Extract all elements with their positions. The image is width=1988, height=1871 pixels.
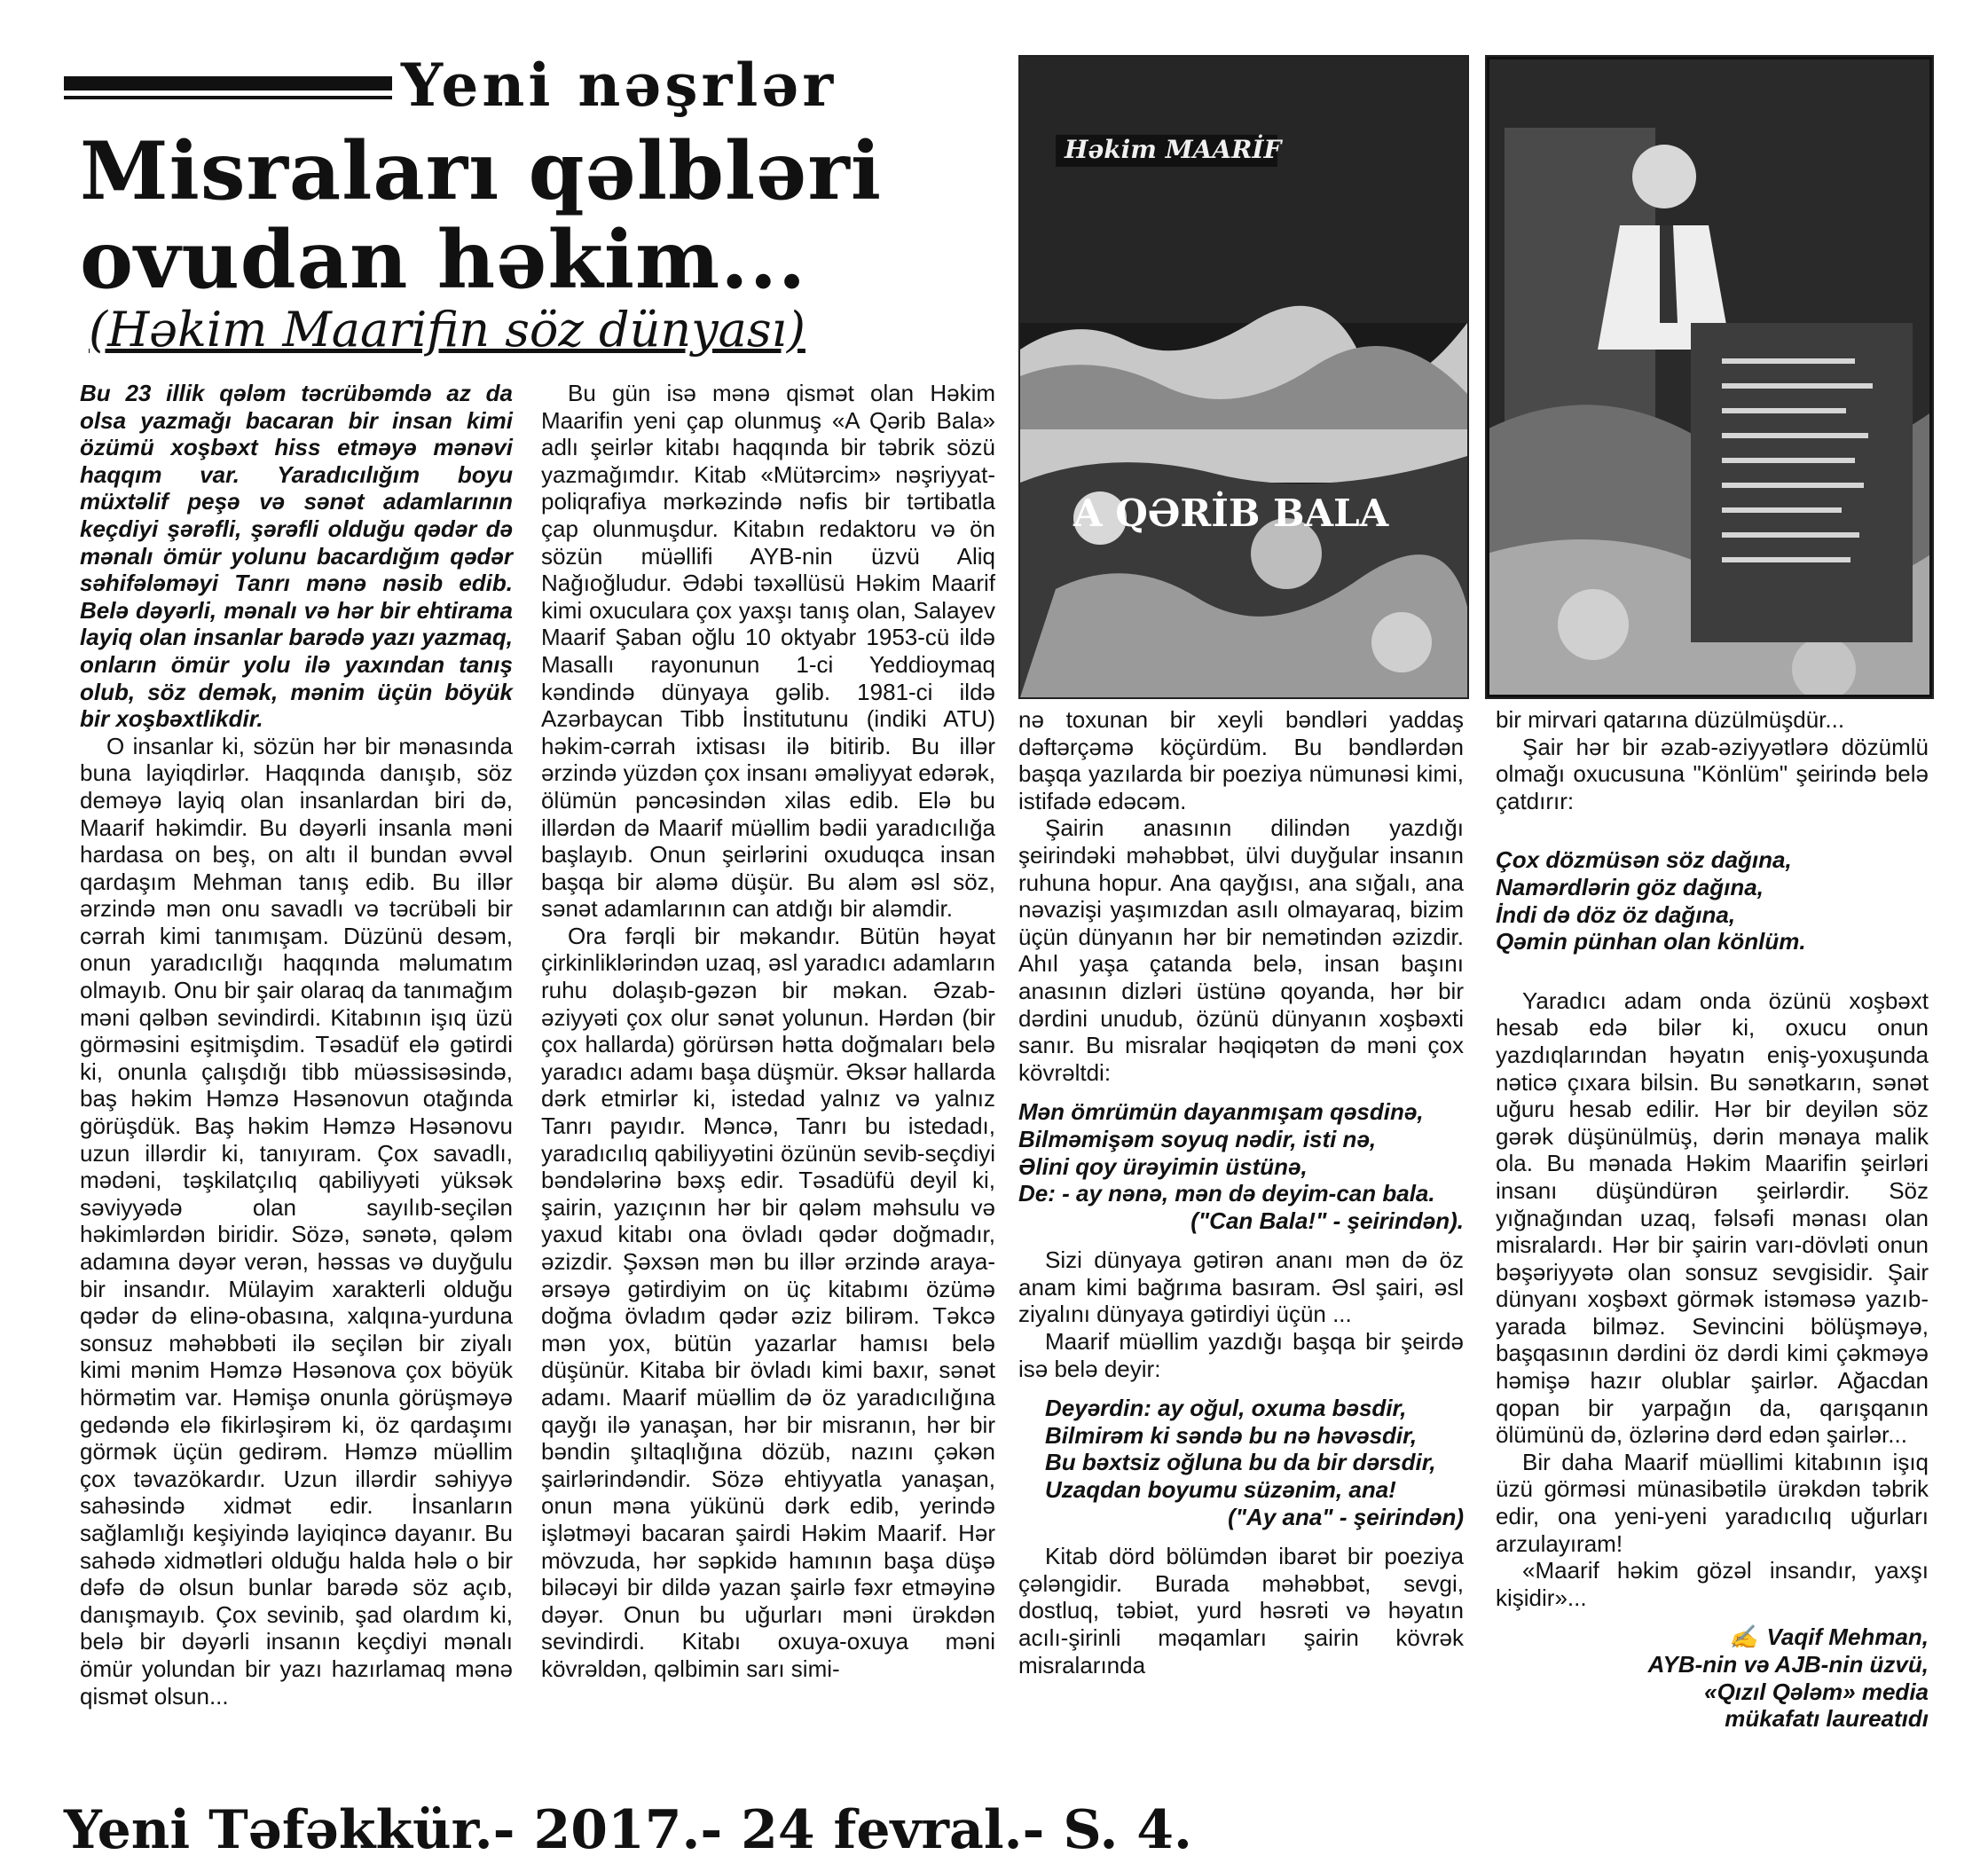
poem-line: Qəmin pünhan olan könlüm. [1496,928,1806,955]
poem-line: De: - ay nənə, mən də deyim-can bala. [1018,1180,1435,1207]
poem-line: Çox dözmüsən söz dağına, [1496,846,1792,874]
signature-award: «Qızıl Qələm» media [1704,1678,1929,1705]
poem-line: Bu bəxtsiz oğluna bu da bir dərsdir, [1045,1449,1436,1476]
author-signature [1496,1623,1929,1732]
cover-author: Həkim MAARİF [1065,135,1282,164]
rubric-header [64,51,995,120]
column-3-paragraph-1: nə toxunan bir xeyli bəndləri yaddaş dəftərçəmə köçürdüm. Bu bəndlərdən başqa yazılarda bir poeziya nümunəsi kimi, istifadə edəcəm. [1018,706,1464,814]
signature-name-line [1496,1623,1929,1651]
column-4-paragraph-5: «Maarif həkim gözəl insandır, yaxşı kişidir»... [1496,1557,1929,1611]
column-1 [80,380,513,1710]
poem-line: Namərdlərin göz dağına, [1496,873,1764,900]
poem-konlum [1496,846,1929,955]
column-4-paragraph-4: Bir daha Maarif müəllimi kitabının işıq üzü görməsi münasibətilə ürəkdən təbrik edir, ona yeni-yeni yaradıcılıq uğurları arzulayıram! [1496,1448,1929,1557]
poem-source: ("Ay ana" - şeirindən) [1228,1503,1464,1530]
poem-can-bala [1018,1098,1464,1234]
author-photo-art [1487,57,1932,697]
signature-name: Vaqif Mehman, [1766,1623,1929,1651]
headline-line-2: ovudan həkim... [80,213,807,307]
poem-line: Əlini qoy ürəyimin üstünə, [1018,1152,1308,1180]
column-4 [1496,706,1929,1733]
cover-title: A QƏRİB BALA [1073,491,1389,535]
column-2-paragraph-2: Ora fərqli bir məkandır. Bütün həyat çirkinliklərindən uzaq, əsl yaradıcı adamların ruhu dolaşıb-gəzən bir məkan. Əzab-əziyyəti çox olur sənət yolunun. Hərdən (bir çox hallarda) görürsən hətta doğmaları belə yaradıcı adamı başa düşmür. Əksər hallarda dərk etmirlər ki, istedad yalnız və yalnız Tanrı payıdır. Məncə, Tanrı bu istedadı, yaradıcılıq qabiliyyətini özünün sevib-seçdiyi bəndələrinə bəxş edir. Təsadüfü deyil ki, şairin, yazıçının hər bir qələm məhsulu və yaxud kitabı ona övladı qədər doğmadır, əzizdir. Şəxsən mən bu illər ərzində araya-ərsəyə gətirdiyim on üç kitabımı özümə doğma övladım qədər əziz bilirəm. Təkcə mən yox, bütün yazarlar hamısı belə düşünür. Kitaba bir övladı kimi baxır, sənət adamı. Maarif müəllim də öz yaradıcılığına qayğı ilə yanaşan, hər bir misranın, hər bir bəndin şıltaqlığına dözüb, nazını çəkən şairlərindəndir. Sözə ehtiyyatla yanaşan, onun məna yükünü dərk edib, yerində işlətməyi bacaran şairdi Həkim Maarif. Hər mövzuda, hər səpkidə hamının başa düşə biləcəyi bir dildə yazan şairlə fəxr etməyinə dəyər. Onun bu uğurları məni ürəkdən sevindirdi. Kitabı oxuya-oxuya məni kövrəldən, qəlbimin sarı simi- [541,922,995,1682]
rubric-rule-thin [64,96,392,99]
pen-icon: ✍ [1729,1623,1758,1651]
column-4-paragraph-2: Şair hər bir əzab-əziyyətlərə dözümlü olmağı oxucusuna "Könlüm" şeirində belə çatdırır: [1496,733,1929,814]
column-3-paragraph-5: Kitab dörd bölümdən ibarət bir poeziya çələngidir. Burada məhəbbət, sevgi, dostluq, təbiət, yurd həsrəti və həyatın acılı-şirinli məqamları şairin kövrək misralarında [1018,1543,1464,1678]
poem-line: Deyərdin: ay oğul, oxuma bəsdir, [1045,1395,1407,1422]
column-3-paragraph-3: Sizi dünyaya gətirən ananı mən də öz anam kimi bağrıma basıram. Əsl şairi, əsl ziyalını dünyaya gətirdiyi üçün ... [1018,1246,1464,1328]
column-4-paragraph-1: bir mirvari qatarına düzülmüşdür... [1496,706,1845,733]
book-cover-image [1018,55,1469,699]
rubric-rule [64,76,392,90]
column-3-paragraph-4: Maarif müəllim yazdığı başqa bir şeirdə isə belə deyir: [1018,1328,1464,1382]
poem-line: Bilməmişəm soyuq nədir, isti nə, [1018,1125,1377,1152]
signature-affiliation: AYB-nin və AJB-nin üzvü, [1647,1651,1929,1678]
column-3-paragraph-2: Şairin anasının dilindən yazdığı şeirindəki məhəbbət, ülvi duyğular insanın ruhuna hopur. Ana qayğısı, ana sığalı, ana nəvazişi yaşımızdan asılı olmayaraq, bizim üçün dünyanın hər bir nemətindən əzizdir. Ahıl yaşa çatanda belə, insan başını anasının dizləri üstünə qoyanda, hər bir dərdini unudub, özünü dünyanın xoşbəxti sanır. Bu misralar həqiqətən də məni çox kövrəltdi: [1018,814,1464,1086]
signature-award-title: mükafatı laureatıdı [1725,1705,1929,1733]
headline-line-1: Misraları qəlbləri [80,124,883,218]
column-1-body: O insanlar ki, sözün hər bir mənasında buna layiqdirlər. Haqqında danışıb, söz deməyə layiq olan insanlardan biri də, Maarif həkimdir. Bu dəyərli insanla məni hardasa on beş, on altı il bundan əvvəl qardaşım Mehman tanış edib. Bu illər ərzində mən onu savadlı və təcrübəli bir cərrah kimi tanımışam. Düzünü desəm, onun yaradıcılığı haqqında məlumatım olmayıb. Onu bir şair olaraq da tanımağım məni qəlbən sevindirdi. Kitabının işıq üzü görməsini eşitmişdim. Təsadüf elə gətirdi ki, onunla çalışdığı tibb müəssisəsində, baş həkim Həmzə Həsənovun otağında görüşdük. Baş həkim Həmzə Həsənovu uzun illərdir ki, tanıyıram. Çox savadlı, mədəni, təşkilatçılıq qabiliyyəti yüksək səviyyədə olan sayılıb-seçilən həkimlərdən biridir. Sözə, sənətə, qələm adamına dəyər verən, həssas və duyğulu bir insandır. Mülayim xarakterli olduğu qədər də elinə-obasına, xalqına-yurduna sonsuz məhəbbəti ilə seçilən bir ziyalı kimi mənim Həmzə Həsənova çox böyük hörmətim var. Həmişə onunla görüşməyə gedəndə elə fikirləşirəm ki, öz qardaşımı görmək üçün gedirəm. Həmzə müəllim çox təvazökardır. Uzun illərdir səhiyyə sahəsində xidmət edir. İnsanların sağlamlığı keşiyində layiqincə dayanır. Bu sahədə xidmətləri olduğu halda hələ o bir dəfə də olsun bunlar barədə söz açıb, danışmayıb. Çox sevinib, şad olardım ki, belə bir dəyərli insanın keçdiyi mənalı ömür yolundan bir yazı hazırlamaq mənə qismət olsun... [80,732,513,1710]
source-citation: Yeni Təfəkkür.- 2017.- 24 fevral.- S. 4. [64,1799,1192,1861]
poem-source: ("Can Bala!" - şeirindən). [1190,1207,1464,1234]
author-photo [1485,55,1934,699]
subtitle: (Həkim Maarifin söz dünyası) [89,302,805,358]
poem-line: Mən ömrümün dayanmışam qəsdinə, [1018,1098,1424,1126]
poem-line: Uzaqdan boyumu süzənim, ana! [1045,1476,1396,1504]
poem-line: İndi də döz öz dağına, [1496,900,1736,928]
column-4-paragraph-3: Yaradıcı adam onda özünü xoşbəxt hesab edə bilər ki, oxucu onun yazdıqlarından həyatın eniş-yoxuşunda nəticə çıxara bilsin. Bu sənətkarın, sənət uğuru hesab edilir. Hər bir deyilən söz gərək düşünülmüş, dərin mənaya malik ola. Bu mənada Həkim Maarifin şeirləri insanı düşündürən şeirlərdir. Söz yığnağından uzaq, fəlsəfi mənası olan misralardı. Hər bir şairin varı-dövləti onun bəşəriyyətə olan sonsuz sevgisidir. Şair dünyanı xoşbəxt görmək istəməsə yazıb-yarada bilməz. Sevincini bölüşməyə, başqasının dərdini öz dərdi kimi çəkməyə həmişə hazır olublar şairlər. Ağacdan qopan bir yarpağın da, qarışqanın ölümünü də, özlərinə dərd edən şairlər... [1496,987,1929,1449]
poem-ay-ana [1018,1395,1464,1530]
rubric-label: Yeni nəşrlər [401,51,837,120]
column-2 [541,380,995,1683]
column-2-paragraph-1: Bu gün isə mənə qismət olan Həkim Maarifin yeni çap olunmuş «A Qərib Bala» adlı şeirlər kitabı haqqında bir təbrik sözü yazmağımdır. Kitab «Mütərcim» nəşriyyat-poliqrafiya mərkəzində nəfis bir tərtibatla çap olunmuşdur. Kitabın redaktoru və ön sözün müəllifi AYB-nin üzvü Aliq Nağıoğludur. Ədəbi təxəllüsü Həkim Maarif kimi oxuculara çox yaxşı tanış olan, Salayev Maarif Şaban oğlu 10 oktyabr 1953-cü ildə Masallı rayonunun 1-ci Yeddioymaq kəndində dünyaya gəlib. 1981-ci ildə Azərbaycan Tibb İnstitutunu (indiki ATU) həkim-cərrah ixtisası ilə bitirib. Bu illər ərzində yüzdən çox insanı əməliyyat edərək, ölümün pəncəsindən xilas edib. Elə bu illərdən də Maarif müəllim bədii yaradıcılığa başlayıb. Onun şeirlərini oxuduqca insan başqa bir aləmə düşür. Bu aləm əsl söz, sənət adamlarının can atdığı bir aləmdir. [541,380,995,923]
column-3 [1018,706,1464,1678]
article-intro: Bu 23 illik qələm təcrübəmdə az da olsa yazmağı bacaran bir insan kimi özümü xoşbəxt hiss etməyə mənəvi haqqım var. Yaradıcılığım boyu müxtəlif peşə və sənət adamlarının keçdiyi şərəfli, şərəfli olduğu qədər də mənalı ömür yolunu bacardığım qədər səhifələməyi Tanrı mənə nəsib edib. Belə dəyərli, mənalı və hər bir ehtirama layiq olan insanlar barədə yazı yazmaq, onların ömür yolu ilə yaxından tanış olub, söz demək, mənim üçün böyük bir xoşbəxtlikdir. [80,380,513,733]
poem-line: Bilmirəm ki səndə bu nə həvəsdir, [1045,1421,1418,1449]
